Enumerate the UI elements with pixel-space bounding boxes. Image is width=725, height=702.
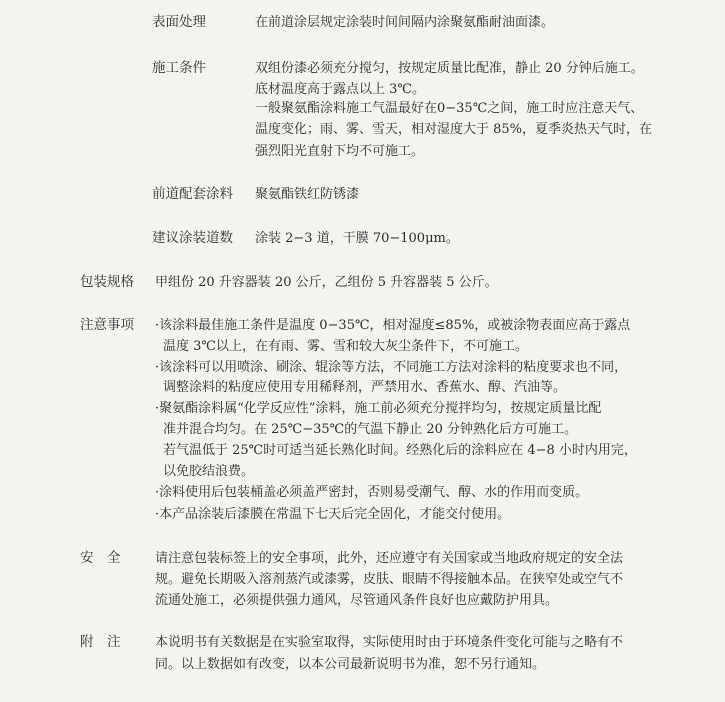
notes-line: ·聚氨酯涂料属“化学反应性”涂料，施工前必须充分搅拌均匀，按规定质量比配 <box>155 401 602 416</box>
construction-line: 强烈阳光直射下均不可施工。 <box>255 144 425 159</box>
section-label-primer: 前道配套涂料 <box>152 186 233 202</box>
safety-line: 规。避免长期吸入溶剂蒸汽或漆雾，皮肤、眼睛不得接触本品。在狭窄处或空气不 <box>155 572 624 587</box>
safety-line: 流通处施工，必须提供强力通风，尽管通风条件良好也应戴防护用具。 <box>155 593 559 608</box>
notes-line: 以免胶结浪费。 <box>163 464 255 479</box>
notes-line: 准并混合均匀。在 25℃−35℃的气温下静止 20 分钟熟化后方可施工。 <box>163 422 578 437</box>
section-label-remark: 附 注 <box>80 634 121 650</box>
notes-line: ·该涂料可以用喷涂、刷涂、辊涂等方法，不同施工方法对涂料的粘度要求也不同， <box>155 360 628 375</box>
primer-line: 聚氨酯铁红防锈漆 <box>255 187 360 202</box>
section-label-packing: 包装规格 <box>80 274 134 290</box>
construction-line: 温度变化；雨、雾、雪天，相对湿度大于 85%，夏季炎热天气时，在 <box>255 122 653 137</box>
packing-line: 甲组份 20 升容器装 20 公斤，乙组份 5 升容器装 5 公斤。 <box>155 275 498 290</box>
construction-line: 底材温度高于露点以上 3℃。 <box>255 82 425 97</box>
surface-line: 在前道涂层规定涂装时间间隔内涂聚氨酯耐油面漆。 <box>255 15 555 30</box>
notes-line: ·该涂料最佳施工条件是温度 0−35℃，相对湿度≤85%，或被涂物表面应高于露点 <box>155 318 631 333</box>
section-label-notes: 注意事项 <box>80 317 134 333</box>
section-label-safety: 安 全 <box>80 550 121 566</box>
section-label-construction: 施工条件 <box>152 60 206 76</box>
remark-line: 本说明书有关数据是在实验室取得，实际使用时由于环境条件变化可能与之略有不 <box>155 635 624 650</box>
section-label-passes: 建议涂装道数 <box>152 230 233 246</box>
notes-line: ·涂料使用后包装桶盖必须盖严密封，否则易受潮气、醇、水的作用而变质。 <box>155 485 589 500</box>
notes-line: 调整涂料的粘度应使用专用稀释剂，严禁用水、香蕉水、醇、汽油等。 <box>163 380 567 395</box>
notes-line: 若气温低于 25℃时可适当延长熟化时间。经熟化后的涂料应在 4−8 小时内用完， <box>163 443 637 458</box>
notes-line: ·本产品涂装后漆膜在常温下七天后完全固化，才能交付使用。 <box>155 507 511 522</box>
construction-line: 一般聚氨酯涂料施工气温最好在0−35℃之间，施工时应注意天气、 <box>255 101 644 116</box>
construction-line: 双组份漆必须充分搅匀，按规定质量比配准，静止 20 分钟后施工。 <box>255 61 644 76</box>
safety-line: 请注意包装标签上的安全事项，此外，还应遵守有关国家或当地政府规定的安全法 <box>155 551 624 566</box>
section-label-surface: 表面处理 <box>152 14 206 30</box>
remark-line: 同。以上数据如有改变，以本公司最新说明书为准，恕不另行通知。 <box>155 657 546 672</box>
notes-line: 温度 3℃以上，在有雨、雾、雪和较大灰尘条件下，不可施工。 <box>163 339 528 354</box>
passes-line: 涂装 2−3 道，干膜 70−100μm。 <box>255 231 459 246</box>
